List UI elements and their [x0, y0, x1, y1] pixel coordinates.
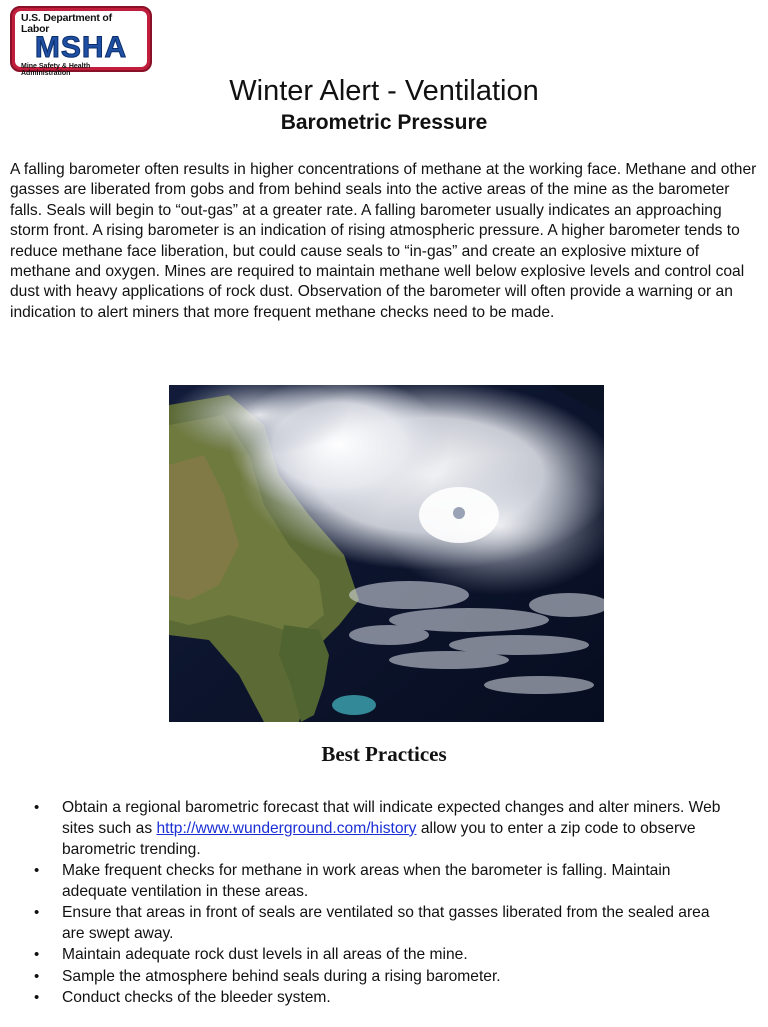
wunderground-history-link[interactable]: http://www.wunderground.com/history — [156, 819, 417, 837]
intro-paragraph: A falling barometer often results in higher concentrations of methane at the working face. Methane and other gasses are liberated from gobs and from behind seals into the active areas of the mine as the barometer falls. Seals will begin to “out-gas” at a greater rate. A falling barometer usually indicates an approaching storm front. A rising barometer is an indication of rising atmospheric pressure. A higher barometer tends to reduce methane face liberation, but could cause seals to “in-gas” and create an explosive mixture of methane and oxygen. Mines are required to maintain methane well below explosive levels and control coal dust with heavy applications of rock dust. Observation of the barometer will often provide a warning or an indication to alert miners that more frequent methane checks need to be made. — [10, 161, 757, 321]
list-item: • Conduct checks of the bleeder system. — [30, 988, 730, 1009]
satellite-storm-illustration — [169, 385, 604, 722]
list-item: • Sample the atmosphere behind seals during a rising barometer. — [30, 967, 730, 988]
page-title: Winter Alert - Ventilation — [229, 75, 539, 107]
satellite-storm-image — [169, 385, 604, 722]
list-item: • Maintain adequate rock dust levels in all areas of the mine. — [30, 945, 730, 966]
logo-mark-text: MSHA — [34, 31, 128, 64]
page-subtitle: Barometric Pressure — [280, 111, 488, 134]
list-item-text-before-link: Obtain a regional barometric forecast that will indicate expected changes and alter miners. Web sites such as — [62, 799, 721, 837]
list-item: • Ensure that areas in front of seals are ventilated so that gasses liberated from the sealed area are swept away. — [30, 903, 730, 945]
msha-logo — [10, 6, 152, 77]
best-practices-list — [30, 798, 730, 1010]
logo-fullname-text: Mine Safety & Health Administration — [21, 62, 91, 77]
best-practices-heading: Best Practices — [321, 742, 447, 766]
list-item — [30, 798, 730, 860]
list-item-text-after-link: allow you to enter a zip code to observe barometric trending. — [62, 819, 696, 858]
msha-logo-inner — [15, 11, 147, 77]
list-item: • Make frequent checks for methane in work areas when the barometer is falling. Maintain adequate ventilation in these areas. — [30, 861, 730, 903]
logo-agency-text: U.S. Department of Labor — [21, 12, 112, 35]
